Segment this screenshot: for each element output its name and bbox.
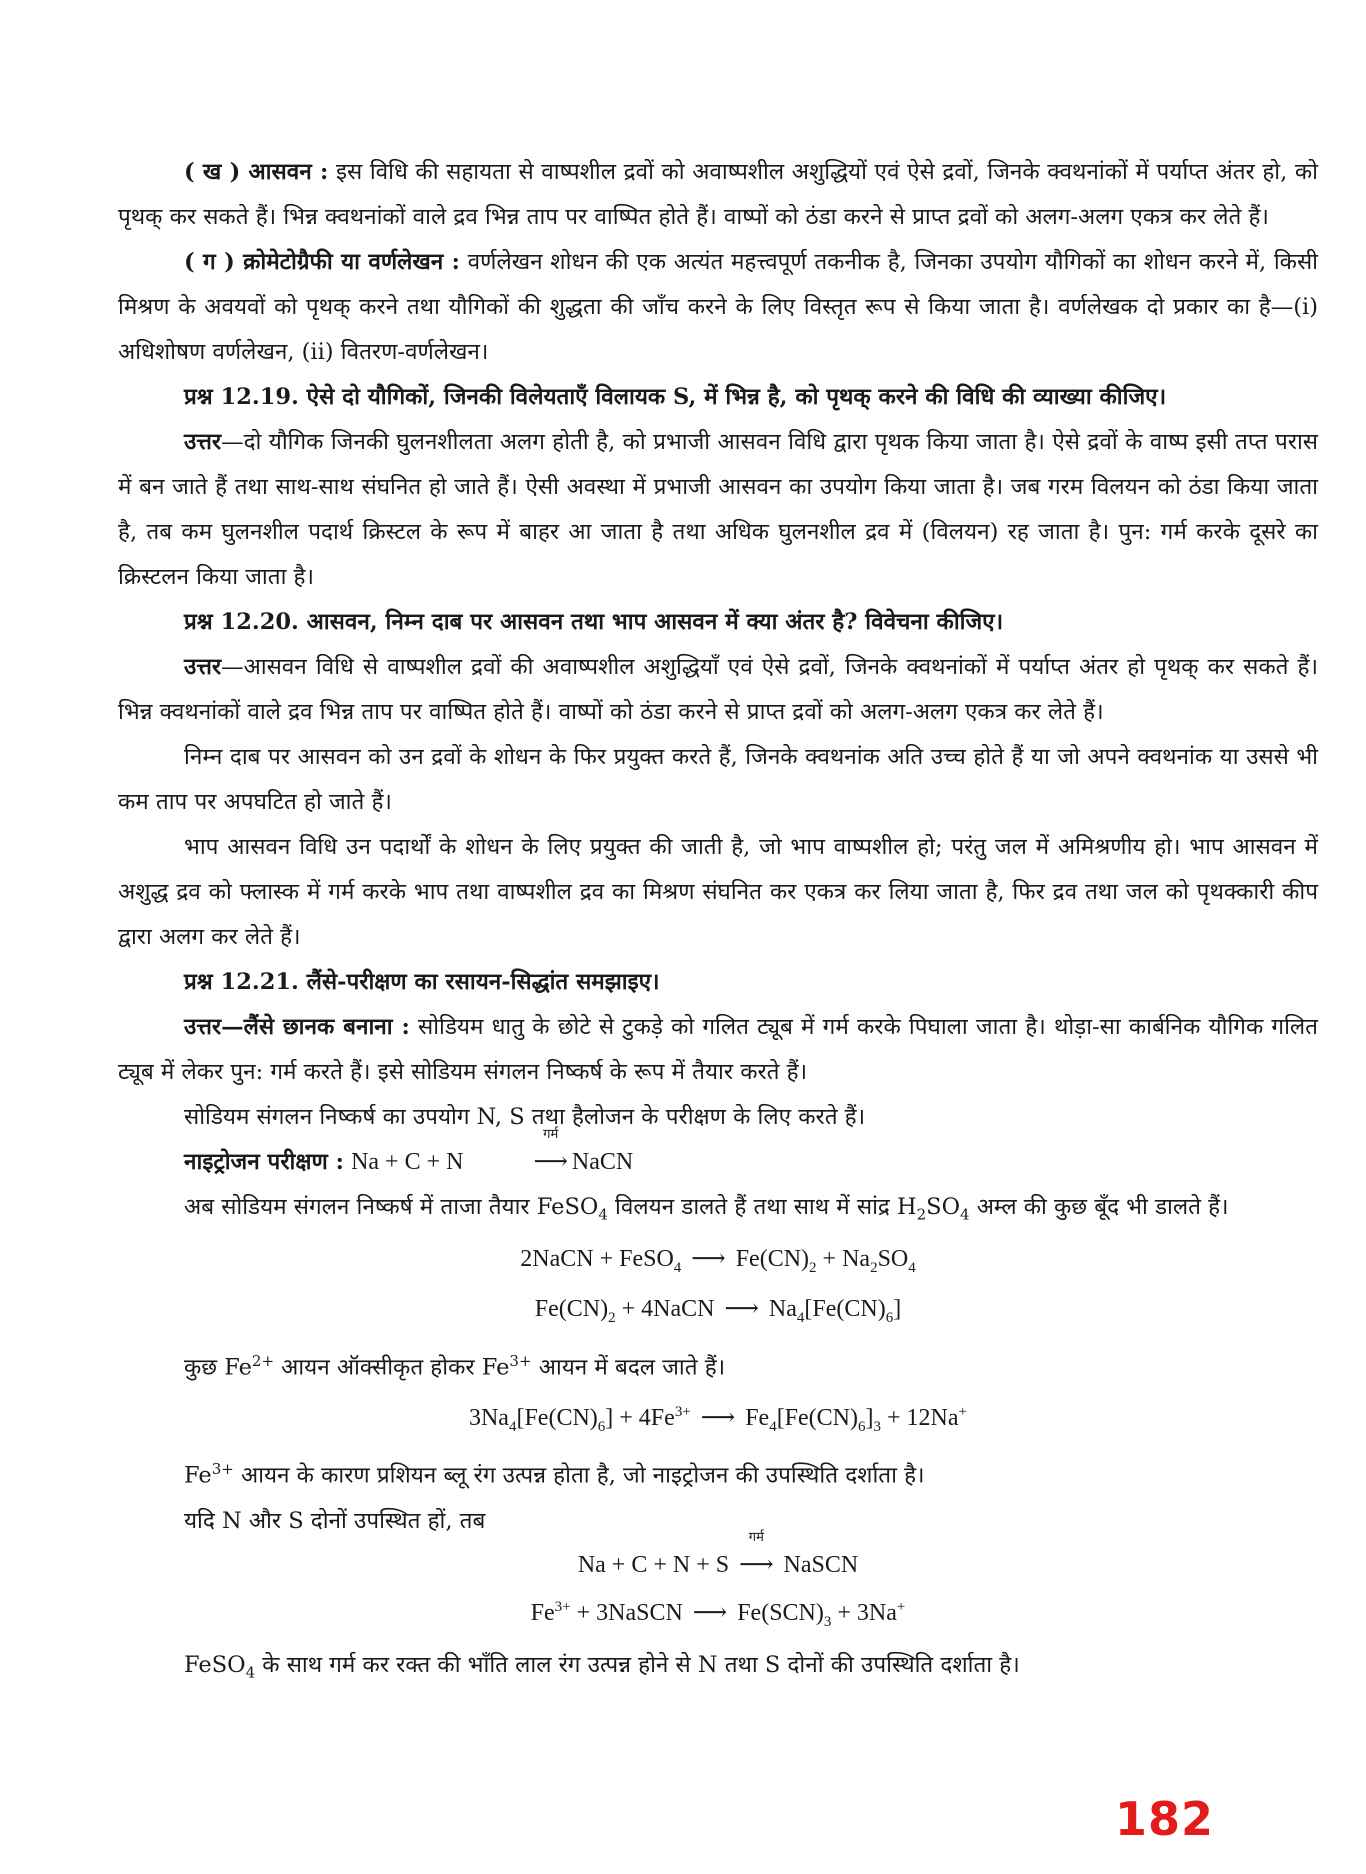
heat-arrow: गर्म ⟶ (533, 1126, 568, 1175)
ferrous-sulphate-line: अब सोडियम संगलन निष्कर्ष में ताजा तैयार FeSO$_4$ विलयन डालते हैं तथा साथ में सांद्र $H_2SO_4$ अम्ल की कुछ बूँद भी डालते हैं। (184, 1194, 1229, 1224)
sodium-fusion-use: सोडियम संगलन निष्कर्ष का उपयोग N, S तथा हैलोजन के परीक्षण के लिए करते हैं। (184, 1104, 866, 1130)
equation-na-c-n: Na + C + N गर्म ⟶ NaCN (351, 1149, 633, 1175)
heading-chromatography: ( ग ) क्रोमेटोग्रैफी या वर्णलेखन : (184, 249, 460, 275)
heading-distillation: ( ख ) आसवन : (184, 159, 329, 185)
heat-arrow: गर्म ⟶ (739, 1528, 774, 1578)
question-12-21: प्रश्न 12.21. लैंसे-परीक्षण का रसायन-सिद्धांत समझाइए। (184, 969, 660, 995)
final-line: FeSO$_4$ के साथ गर्म कर रक्त की भाँति लाल रंग उत्पन्न होने से N तथा S दोनों की उपस्थिति दर्शाता है। (184, 1651, 1020, 1682)
equation-6: $Fe^{3+}$ + 3NaSCN ⟶ $Fe(SCN)_3 + 3Na^+$ (530, 1598, 906, 1630)
prussian-blue-line: $Fe^{3+}$ आयन के कारण प्रशियन ब्लू रंग उत्पन्न होता है, जो नाइट्रोजन की उपस्थिति दर्शाता है। (184, 1460, 925, 1489)
page-number: 182 (1115, 1792, 1215, 1846)
equation-3: $Fe(CN)_2$ + 4NaCN ⟶ $Na_4[Fe(CN)_6]$ (534, 1296, 902, 1327)
question-12-20: प्रश्न 12.20. आसवन, निम्न दाब पर आसवन तथा भाप आसवन में क्या अंतर है? विवेचना कीजिए। (184, 609, 1004, 635)
answer-12-20-low-pressure: निम्न दाब पर आसवन को उन द्रवों के शोधन के फिर प्रयुक्त करते हैं, जिनके क्वथनांक अति उच्च होते हैं या जो अपने क्वथनांक या उससे भी कम ताप पर अपघटित हो जाते हैं। (118, 744, 1318, 815)
question-12-19: प्रश्न 12.19. ऐसे दो यौगिकों, जिनकी विलेयताएँ विलायक S, में भिन्न है, को पृथक् करने की विधि की व्याख्या कीजिए। (184, 384, 1167, 410)
oxidation-line: कुछ $Fe^{2+}$ आयन ऑक्सीकृत होकर $Fe^{3+}$ आयन में बदल जाते हैं। (184, 1352, 726, 1381)
para-chromatography: ( ग ) क्रोमेटोग्रैफी या वर्णलेखन : वर्णलेखन शोधन की एक अत्यंत महत्त्वपूर्ण तकनीक है, जिनका उपयोग यौगिकों का शोधन करने में, किसी मिश्रण के अवयवों को पृथक् करने तथा यौगिकों की शुद्धता की जाँच करने के लिए विस्तृत रूप से किया जाता है। वर्णलेखक दो प्रकार का है—(i) अधिशोषण वर्णलेखन, (ii) वितरण-वर्णलेखन। (118, 249, 1318, 365)
answer-12-19: उत्तर—दो यौगिक जिनकी घुलनशीलता अलग होती है, को प्रभाजी आसवन विधि द्वारा पृथक किया जाता है। ऐसे द्रवों के वाष्प इसी तप्त परास में बन जाते हैं तथा साथ-साथ संघनित हो जाते हैं। ऐसी अवस्था में प्रभाजी आसवन का उपयोग किया जाता है। जब गरम विलयन को ठंडा किया जाता है, तब कम घुलनशील पदार्थ क्रिस्टल के रूप में बाहर आ जाता है तथा अधिक घुलनशील द्रव में (विलयन) रह जाता है। पुन: गर्म करके दूसरे का क्रिस्टलन किया जाता है। (118, 429, 1318, 590)
equation-4: $3Na_4[Fe(CN)_6] + 4Fe^{3+}$ ⟶ $Fe_4[Fe(CN)_6]_3 + 12Na^+$ (468, 1403, 968, 1435)
nitrogen-test-line: नाइट्रोजन परीक्षण : Na + C + N गर्म ⟶ NaCN (118, 1140, 1318, 1185)
para-distillation: ( ख ) आसवन : इस विधि की सहायता से वाष्पशील द्रवों को अवाष्पशील अशुद्धियों एवं ऐसे द्रवों, जिनके क्वथनांकों में पर्याप्त अंतर हो, को पृथक् कर सकते हैं। भिन्न क्वथनांकों वाले द्रव भिन्न ताप पर वाष्पित होते हैं। वाष्पों को ठंडा करने से प्राप्त द्रवों को अलग-अलग एकत्र कर लेते हैं। (118, 159, 1318, 230)
answer-12-20: उत्तर—आसवन विधि से वाष्पशील द्रवों की अवाष्पशील अशुद्धियाँ एवं ऐसे द्रवों, जिनके क्वथनांकों में पर्याप्त अंतर हो पृथक् कर सकते हैं। भिन्न क्वथनांकों वाले द्रव भिन्न ताप पर वाष्पित होते हैं। वाष्पों को ठंडा करने से प्राप्त द्रवों को अलग-अलग एकत्र कर लेते हैं। (118, 654, 1318, 725)
answer-12-20-steam: भाप आसवन विधि उन पदार्थों के शोधन के लिए प्रयुक्त की जाती है, जो भाप वाष्पशील हो; परंतु जल में अमिश्रणीय हो। भाप आसवन में अशुद्ध द्रव को फ्लास्क में गर्म करके भाप तथा वाष्पशील द्रव का मिश्रण संघनित कर एकत्र कर लिया जाता है, फिर द्रव तथा जल को पृथक्कारी कीप द्वारा अलग कर लेते हैं। (118, 834, 1318, 950)
equation-5: Na + C + N + S गर्म ⟶ NaSCN (118, 1544, 1318, 1586)
n-and-s-line: यदि N और S दोनों उपस्थित हों, तब (184, 1507, 486, 1534)
equation-2: 2NaCN + FeSO$_4$ ⟶ $Fe(CN)_2 + Na_2SO_4$ (520, 1245, 916, 1276)
page-content (118, 150, 1318, 1695)
answer-12-21: उत्तर—लैंसे छानक बनाना : सोडियम धातु के छोटे से टुकड़े को गलित ट्यूब में गर्म करके पिघाला जाता है। थोड़ा-सा कार्बनिक यौगिक गलित ट्यूब में लेकर पुन: गर्म करते हैं। इसे सोडियम संगलन निष्कर्ष के रूप में तैयार करते हैं। (118, 1014, 1318, 1085)
